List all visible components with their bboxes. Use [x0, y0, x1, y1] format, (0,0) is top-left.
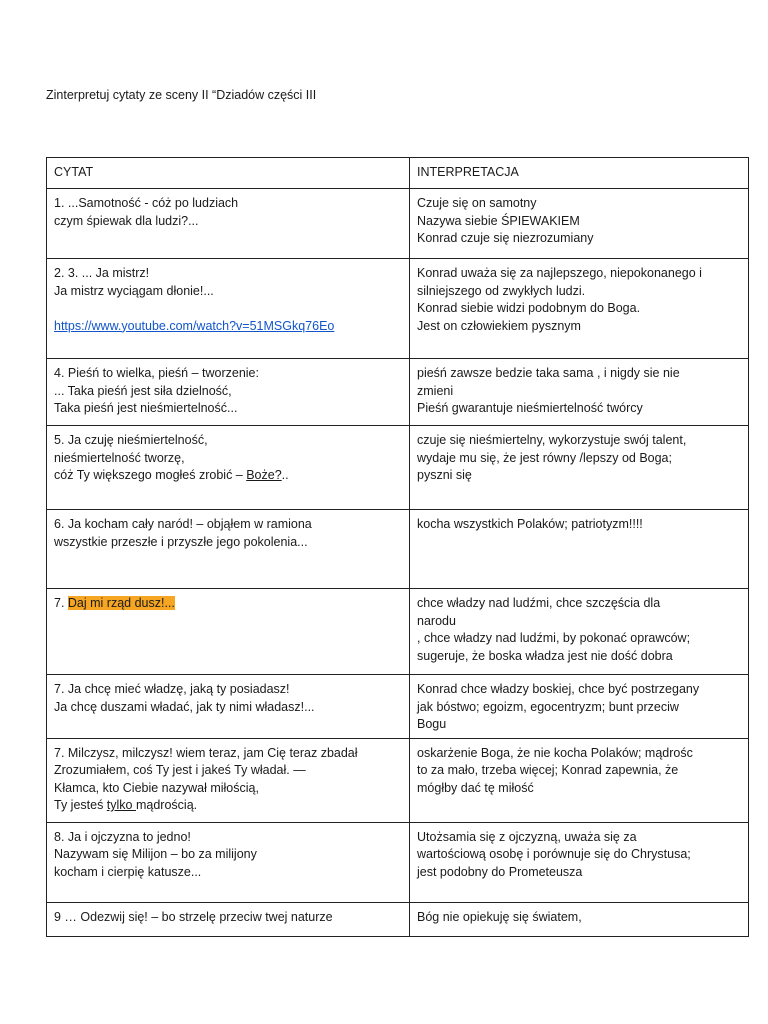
quote-line: Ja chcę duszami władać, jak ty nimi władasz!...: [54, 699, 315, 714]
interpretation-cell: [410, 675, 749, 739]
interp-line: zmieni: [417, 383, 454, 398]
quote-line: czym śpiewak dla ludzi?...: [54, 213, 199, 228]
table-row: [47, 675, 749, 739]
interp-line: wartościową osobę i porównuje się do Chrystusa;: [417, 847, 691, 861]
interp-line: Bogu: [417, 717, 447, 731]
quote-cell: [47, 189, 410, 259]
interp-line: to za mało, trzeba więcej; Konrad zapewnia, że: [417, 763, 679, 777]
interp-line: wydaje mu się, że jest równy /lepszy od Boga;: [417, 450, 672, 465]
quote-line: Ty jesteś tylko mądrością.: [54, 798, 198, 812]
quote-line: cóż Ty większego mogłeś zrobić – Boże?..: [54, 468, 289, 482]
interpretation-cell: [410, 426, 749, 510]
table-row: [47, 259, 749, 359]
quote-cell: [47, 426, 410, 510]
table-row: [47, 510, 749, 589]
quote-cell: [47, 675, 410, 739]
interp-line: Pieśń gwarantuje nieśmiertelność twórcy: [417, 401, 643, 415]
interpretation-cell: [410, 510, 749, 589]
quote-line: wszystkie przeszłe i przyszłe jego pokolenia...: [54, 534, 308, 549]
quote-line: 2. 3. ... Ja mistrz!: [54, 266, 150, 280]
interpretation-cell: [410, 359, 749, 426]
quote-line: kocham i cierpię katusze...: [54, 864, 202, 879]
interp-line: Bóg nie opiekuję się światem,: [417, 909, 582, 924]
interp-line: jest podobny do Prometeusza: [417, 864, 583, 879]
interpretation-cell: [410, 822, 749, 902]
table-row: [47, 738, 749, 822]
table-row: [47, 359, 749, 426]
quote-line: Kłamca, kto Ciebie nazywał miłością,: [54, 780, 259, 795]
quote-line: ... Taka pieśń jest siła dzielność,: [54, 383, 232, 398]
quote-cell: [47, 902, 410, 936]
quote-cell: [47, 589, 410, 675]
quote-line: 7. Ja chcę mieć władzę, jaką ty posiadasz!: [54, 682, 290, 696]
interp-line: Utożsamia się z ojczyzną, uważa się za: [417, 829, 637, 844]
quote-line: 6. Ja kocham cały naród! – objąłem w ramiona: [54, 517, 312, 531]
quote-cell: [47, 359, 410, 426]
interp-line: jak bóstwo; egoizm, egocentryzm; bunt przeciw: [417, 699, 679, 714]
table-row: [47, 189, 749, 259]
interp-line: Konrad czuje się niezrozumiany: [417, 231, 594, 245]
quote-line: 4. Pieśń to wielka, pieśń – tworzenie:: [54, 366, 259, 380]
quote-cell: [47, 259, 410, 359]
interp-line: kocha wszystkich Polaków; patriotyzm!!!!: [417, 517, 643, 531]
interp-line: pyszni się: [417, 468, 472, 482]
interp-line: czuje się nieśmiertelny, wykorzystuje swój talent,: [417, 433, 687, 447]
quote-cell: [47, 510, 410, 589]
table-row: [47, 822, 749, 902]
quote-line: nieśmiertelność tworzę,: [54, 450, 185, 465]
quotes-table: [46, 157, 749, 937]
quote-line: Ja mistrz wyciągam dłonie!...: [54, 283, 214, 298]
interpretation-cell: [410, 738, 749, 822]
youtube-link[interactable]: https://www.youtube.com/watch?v=51MSGkq76Eo: [54, 318, 335, 333]
quote-cell: [47, 822, 410, 902]
table-row: [47, 589, 749, 675]
interp-line: narodu: [417, 613, 456, 628]
interp-line: oskarżenie Boga, że nie kocha Polaków; mądrośc: [417, 745, 693, 760]
interpretation-cell: [410, 902, 749, 936]
interp-line: mógłby dać tę miłość: [417, 780, 534, 795]
interp-line: pieśń zawsze bedzie taka sama , i nigdy sie nie: [417, 366, 680, 380]
quote-line: 9 … Odezwij się! – bo strzelę przeciw twej naturze: [54, 909, 333, 924]
interp-line: silniejszego od zwykłych ludzi.: [417, 283, 586, 298]
quote-line: Nazywam się Milijon – bo za milijony: [54, 847, 257, 861]
document-title: Zinterpretuj cytaty ze sceny II “Dziadów części III: [46, 88, 317, 102]
interp-line: Jest on człowiekiem pysznym: [417, 318, 581, 333]
interp-line: sugeruje, że boska władza jest nie dość dobra: [417, 648, 673, 663]
interpretation-cell: [410, 189, 749, 259]
quote-line: 7. Daj mi rząd dusz!...: [54, 596, 175, 610]
header-cytat: CYTAT: [47, 158, 410, 189]
interp-line: Konrad siebie widzi podobnym do Boga.: [417, 301, 641, 315]
highlighted-quote: Daj mi rząd dusz!...: [67, 596, 175, 610]
quote-line: Zrozumiałem, coś Ty jest i jakeś Ty władał. —: [54, 763, 306, 777]
table-row: [47, 902, 749, 936]
interp-line: Konrad chce władzy boskiej, chce być postrzegany: [417, 682, 700, 696]
table-row: [47, 426, 749, 510]
quote-cell: [47, 738, 410, 822]
interp-line: , chce władzy nad ludźmi, by pokonać oprawców;: [417, 631, 691, 645]
interpretation-cell: [410, 589, 749, 675]
interp-line: chce władzy nad ludźmi, chce szczęścia dla: [417, 596, 661, 610]
quote-line: 8. Ja i ojczyzna to jedno!: [54, 829, 191, 844]
quote-line: 1. ...Samotność - cóż po ludziach: [54, 196, 239, 210]
underlined-text: Boże?: [246, 468, 282, 482]
quote-line: 5. Ja czuję nieśmiertelność,: [54, 433, 208, 447]
quote-line: 7. Milczysz, milczysz! wiem teraz, jam Cię teraz zbadał: [54, 745, 358, 760]
interp-line: Czuje się on samotny: [417, 196, 537, 210]
underlined-text: tylko: [106, 798, 136, 812]
interp-line: Nazywa siebie ŚPIEWAKIEM: [417, 213, 580, 228]
table-header-row: [47, 158, 749, 189]
quote-line: Taka pieśń jest nieśmiertelność...: [54, 401, 238, 415]
interp-line: Konrad uważa się za najlepszego, niepokonanego i: [417, 266, 702, 280]
header-interpretacja: INTERPRETACJA: [410, 158, 749, 189]
interpretation-cell: [410, 259, 749, 359]
